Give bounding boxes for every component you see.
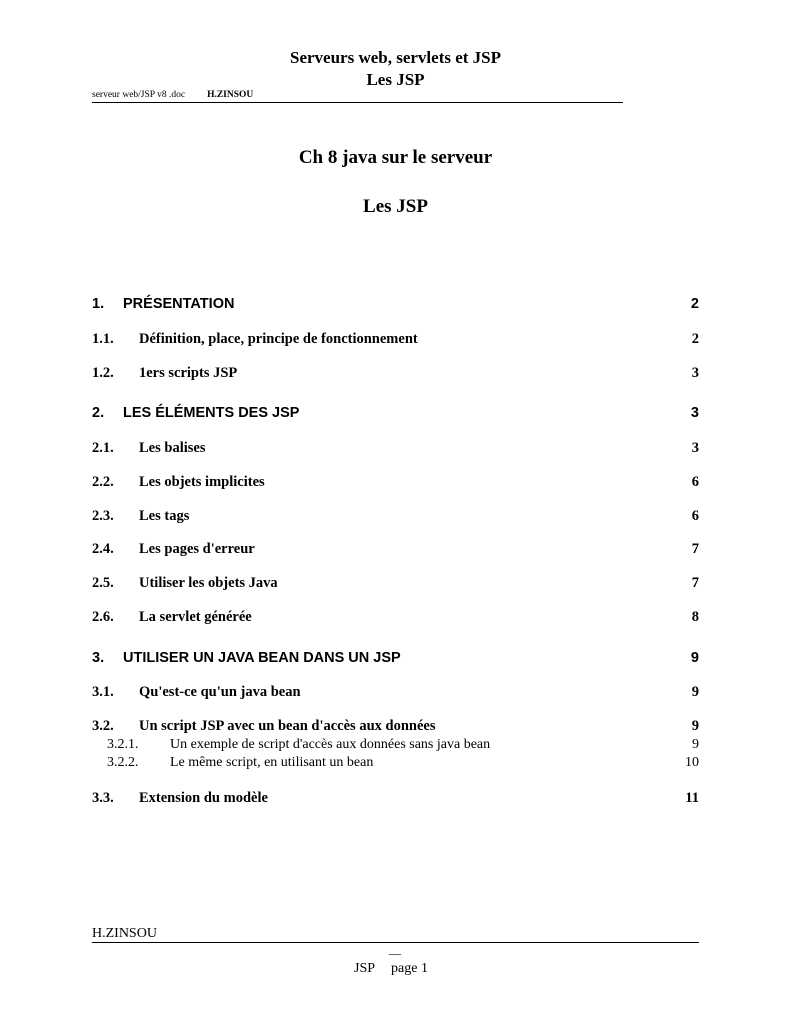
toc-page: 6 [691, 474, 699, 490]
toc-page: 2 [691, 331, 699, 347]
toc-label: LES ÉLÉMENTS DES JSP [123, 405, 300, 421]
footer-page-info [354, 961, 428, 977]
toc-label: Les tags [139, 508, 190, 524]
toc-entry[interactable] [92, 755, 699, 775]
toc-label: Un script JSP avec un bean d'accès aux données [139, 718, 436, 734]
toc-number: 3. [92, 650, 105, 666]
toc-page: 6 [691, 508, 699, 524]
chapter-title: Ch 8 java sur le serveur [298, 147, 493, 168]
toc-page: 9 [692, 737, 699, 752]
toc-number: 2.1. [92, 440, 114, 456]
toc-number: 1.2. [92, 365, 114, 381]
header-title-line2: Les JSP [366, 70, 425, 89]
toc-number: 2.4. [92, 541, 114, 557]
toc-entry[interactable] [92, 440, 699, 460]
footer-doc-name: JSP [354, 961, 376, 976]
toc-page: 3 [691, 440, 699, 456]
toc-entry[interactable] [92, 331, 699, 351]
toc-number: 2.3. [92, 508, 114, 524]
toc-entry[interactable] [92, 296, 699, 316]
toc-entry[interactable] [92, 405, 699, 425]
toc-page: 9 [690, 650, 699, 666]
toc-number: 2.2. [92, 474, 114, 490]
toc-number: 2.6. [92, 609, 114, 625]
toc-label: Les pages d'erreur [139, 541, 255, 557]
toc-page: 3 [690, 405, 699, 421]
toc-entry[interactable] [92, 508, 699, 528]
toc-entry[interactable] [92, 365, 699, 385]
toc-page: 2 [690, 296, 699, 312]
toc-page: 11 [685, 790, 699, 806]
toc-entry[interactable] [92, 541, 699, 561]
footer-dash: __ [389, 942, 401, 956]
toc-label: Qu'est-ce qu'un java bean [139, 684, 301, 700]
toc-number: 2.5. [92, 575, 114, 591]
toc-page: 3 [691, 365, 699, 381]
header-file-info: serveur web/JSP v8 .doc [92, 90, 186, 100]
toc-number: 3.2.1. [107, 737, 139, 752]
toc-entry[interactable] [92, 474, 699, 494]
toc-label: 1ers scripts JSP [139, 365, 238, 381]
toc-label: Les balises [139, 440, 206, 456]
toc-page: 7 [691, 541, 699, 557]
toc-entry[interactable] [92, 650, 699, 670]
toc-page: 9 [691, 684, 699, 700]
toc-page: 10 [685, 755, 699, 770]
toc-page: 7 [691, 575, 699, 591]
toc-number: 2. [92, 405, 105, 421]
document-subtitle: Les JSP [363, 196, 428, 217]
toc-number: 3.1. [92, 684, 114, 700]
toc-label: Un exemple de script d'accès aux données sans java bean [170, 737, 491, 752]
toc-page: 8 [691, 609, 699, 625]
toc-entry[interactable] [92, 575, 699, 595]
header-info-line [92, 90, 623, 103]
toc-page: 9 [691, 718, 699, 734]
toc-entry[interactable] [92, 737, 699, 757]
toc-label: Extension du modèle [139, 790, 268, 806]
toc-number: 1. [92, 296, 105, 312]
toc-label: Le même script, en utilisant un bean [170, 755, 374, 770]
toc-entry[interactable] [92, 790, 699, 810]
toc-number: 3.2.2. [107, 755, 139, 770]
toc-entry[interactable] [92, 609, 699, 629]
toc-label: Utiliser les objets Java [139, 575, 278, 591]
footer-author: H.ZINSOU [92, 926, 699, 943]
header-title-line1: Serveurs web, servlets et JSP [289, 48, 502, 67]
toc-number: 1.1. [92, 331, 114, 347]
toc-entry[interactable] [92, 718, 699, 738]
toc-entry[interactable] [92, 684, 699, 704]
header-author: H.ZINSOU [207, 90, 254, 100]
toc-number: 3.2. [92, 718, 114, 734]
toc-label: PRÉSENTATION [123, 296, 235, 312]
toc-label: UTILISER UN JAVA BEAN DANS UN JSP [123, 650, 401, 666]
toc-label: Définition, place, principe de fonctionnement [139, 331, 418, 347]
footer-page-number: page 1 [391, 961, 428, 976]
toc-label: La servlet générée [139, 609, 252, 625]
toc-number: 3.3. [92, 790, 114, 806]
toc-label: Les objets implicites [139, 474, 265, 490]
